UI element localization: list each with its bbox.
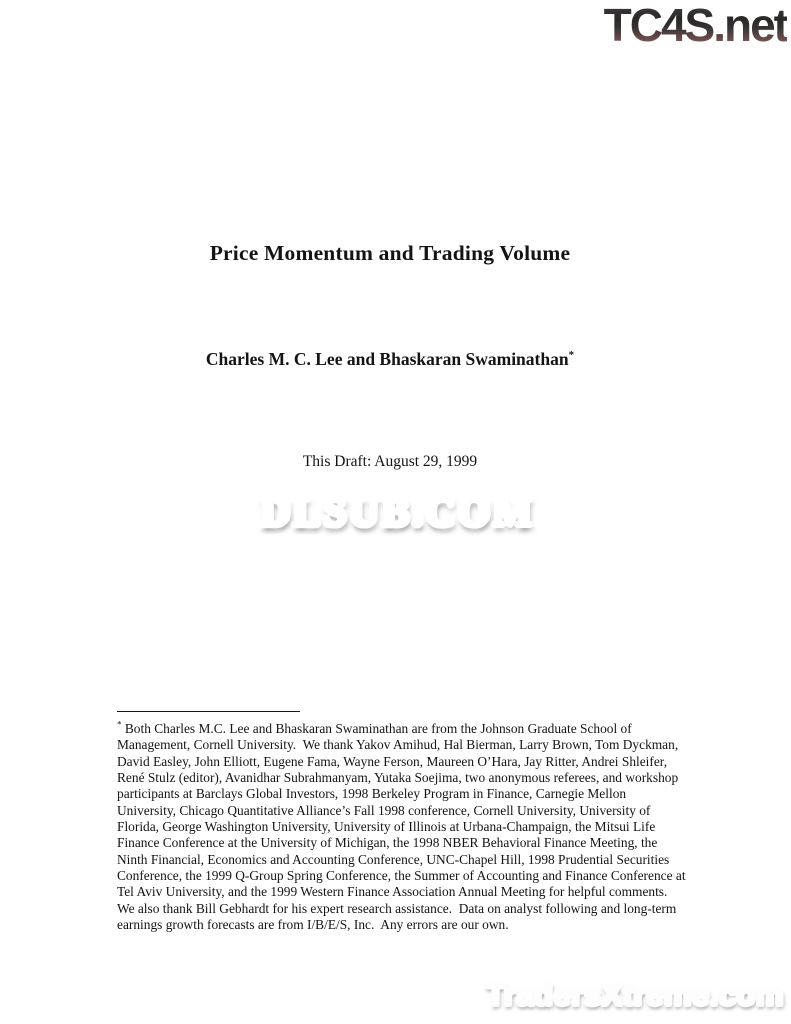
footnote-separator-rule (117, 711, 300, 712)
footnote-line: Florida, George Washington University, University of Illinois at Urbana-Champaign, the Mitsui Life (117, 819, 656, 835)
footnote-block (117, 721, 686, 933)
footnote-line: René Stulz (editor), Avanidhar Subrahmanyam, Yutaka Soejima, two anonymous referees, and workshop (117, 770, 679, 786)
footnote-line: * Both Charles M.C. Lee and Bhaskaran Swaminathan are from the Johnson Graduate School of (117, 719, 632, 736)
footnote-line: We also thank Bill Gebhardt for his expert research assistance. Data on analyst following and long-term (117, 900, 677, 916)
footnote-marker: * (117, 719, 122, 730)
footnote-line: Management, Cornell University. We thank Yakov Amihud, Hal Bierman, Larry Brown, Tom Dyckman, (117, 737, 679, 753)
tc4s-watermark-logo: TC4S.net (603, 0, 787, 51)
authors-line (0, 349, 780, 370)
footnote-line: earnings growth forecasts are from I/B/E/S, Inc. Any errors are our own. (117, 917, 509, 933)
footnote-line: University, Chicago Quantitative Alliance’s Fall 1998 conference, Cornell University, University of (117, 802, 651, 818)
footnote-line: Tel Aviv University, and the 1999 Western Finance Association Annual Meeting for helpful comments. (117, 884, 668, 900)
draft-date-line: This Draft: August 29, 1999 (302, 453, 478, 470)
footnote-line: David Easley, John Elliott, Eugene Fama, Wayne Ferson, Maureen O’Hara, Jay Ritter, Andrei Shleifer, (117, 753, 668, 769)
authors-names: Charles M. C. Lee and Bhaskaran Swaminathan (205, 349, 569, 369)
footnote-line: Finance Conference at the University of Michigan, the 1998 NBER Behavioral Finance Meeting, the (117, 835, 658, 851)
tradersxtreme-watermark-logo: TradersXtreme.com (486, 977, 784, 1012)
paper-title: Price Momentum and Trading Volume (209, 241, 571, 265)
authors-footnote-marker: * (568, 349, 575, 362)
footnote-line: Ninth Financial, Economics and Accounting Conference, UNC-Chapel Hill, 1998 Prudential Securities (117, 851, 670, 867)
dlsub-watermark-logo: DLSUB.COM (0, 487, 791, 535)
footnote-line: Conference, the 1999 Q-Group Spring Conference, the Summer of Accounting and Finance Conference at (117, 868, 686, 884)
footnote-line: participants at Barclays Global Investors, 1998 Berkeley Program in Finance, Carnegie Mellon (117, 786, 627, 802)
